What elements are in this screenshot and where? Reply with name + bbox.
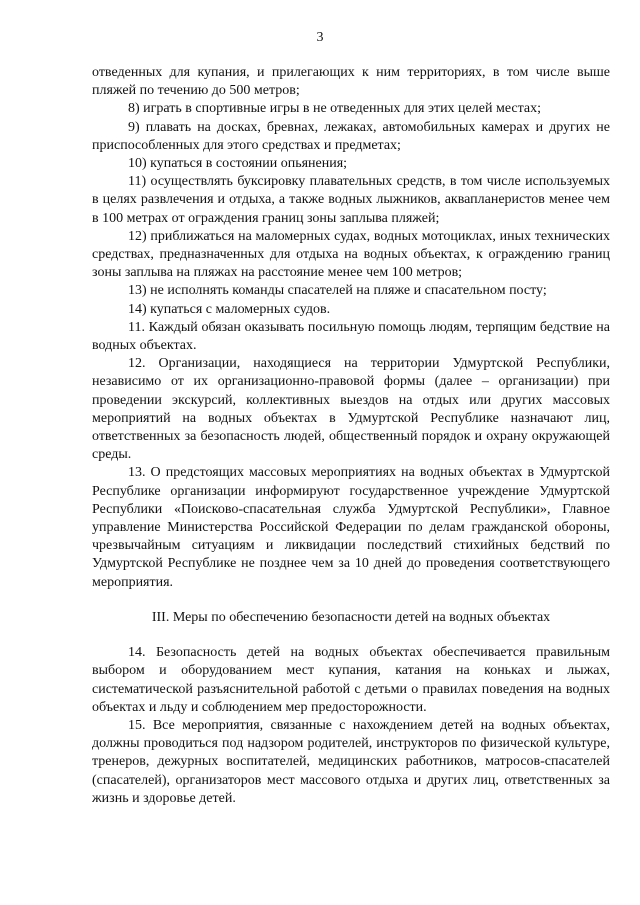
clause-12: 12. Организации, находящиеся на территории Удмуртской Республики, независимо от их организационно-правовой формы (далее – организации) при проведении экскурсий, коллективных выездов на отдых или других массовых мероприятий на водных объектах в Удмуртской Республике назначают лиц, ответственных за безопасность людей, общественный порядок и охрану окружающей среды. <box>92 356 610 463</box>
list-item-9: 9) плавать на досках, бревнах, лежаках, автомобильных камерах и других не приспособленных для этого средствах и предметах; <box>92 119 610 153</box>
list-item-14: 14) купаться с маломерных судов. <box>128 301 331 317</box>
clause-13: 13. О предстоящих массовых мероприятиях на водных объектах в Удмуртской Республике организации информируют государственное учреждение Удмуртской Республики «Поисково-спасательная служба Удмуртской Республики», Главное управление Министерства Российской Федерации по делам гражданской обороны, чрезвычайным ситуациям и ликвидации последствий стихийных бедствий по Удмуртской Республике не позднее чем за 10 дней до проведения соответствующего мероприятия. <box>92 465 610 590</box>
list-item-12: 12) приближаться на маломерных судах, водных мотоциклах, иных технических средствах, предназначенных для отдыха на водных объектах, к ограждению границ зоны заплыва на пляжах на расстояние менее чем 100 метров; <box>92 228 610 281</box>
page-number: 3 <box>316 30 324 45</box>
clause-15: 15. Все мероприятия, связанные с нахождением детей на водных объектах, должны проводиться под надзором родителей, инструкторов по физической культуре, тренеров, дежурных воспитателей, медицинских работников, матросов-спасателей (спасателей), организаторов мест массового отдыха и других лиц, ответственных за жизнь и здоровье детей. <box>92 717 610 806</box>
document-body <box>92 64 610 808</box>
list-item-10: 10) купаться в состоянии опьянения; <box>128 156 348 172</box>
list-item-11: 11) осуществлять буксировку плавательных средств, в том числе используемых в целях развлечения и отдыха, а также водных лыжников, аквапланеристов менее чем в 100 метрах от ограждения границ зоны заплыва пляжей; <box>92 174 610 226</box>
paragraph-continuation: отведенных для купания, и прилегающих к ним территориях, в том числе выше пляжей по течению до 500 метров; <box>92 65 610 99</box>
list-item-8: 8) играть в спортивные игры в не отведенных для этих целей местах; <box>128 101 541 117</box>
clause-14: 14. Безопасность детей на водных объектах обеспечивается правильным выбором и оборудованием мест купания, катания на коньках и лыжах, систематической разъяснительной работой с детьми о правилах поведения на водных объектах и льду и соблюдением мер предосторожности. <box>92 645 610 715</box>
clause-11: 11. Каждый обязан оказывать посильную помощь людям, терпящим бедствие на водных объектах. <box>92 319 610 354</box>
section-title: III. Меры по обеспечению безопасности детей на водных объектах <box>151 609 551 625</box>
list-item-13: 13) не исполнять команды спасателей на пляже и спасательном посту; <box>128 283 547 299</box>
